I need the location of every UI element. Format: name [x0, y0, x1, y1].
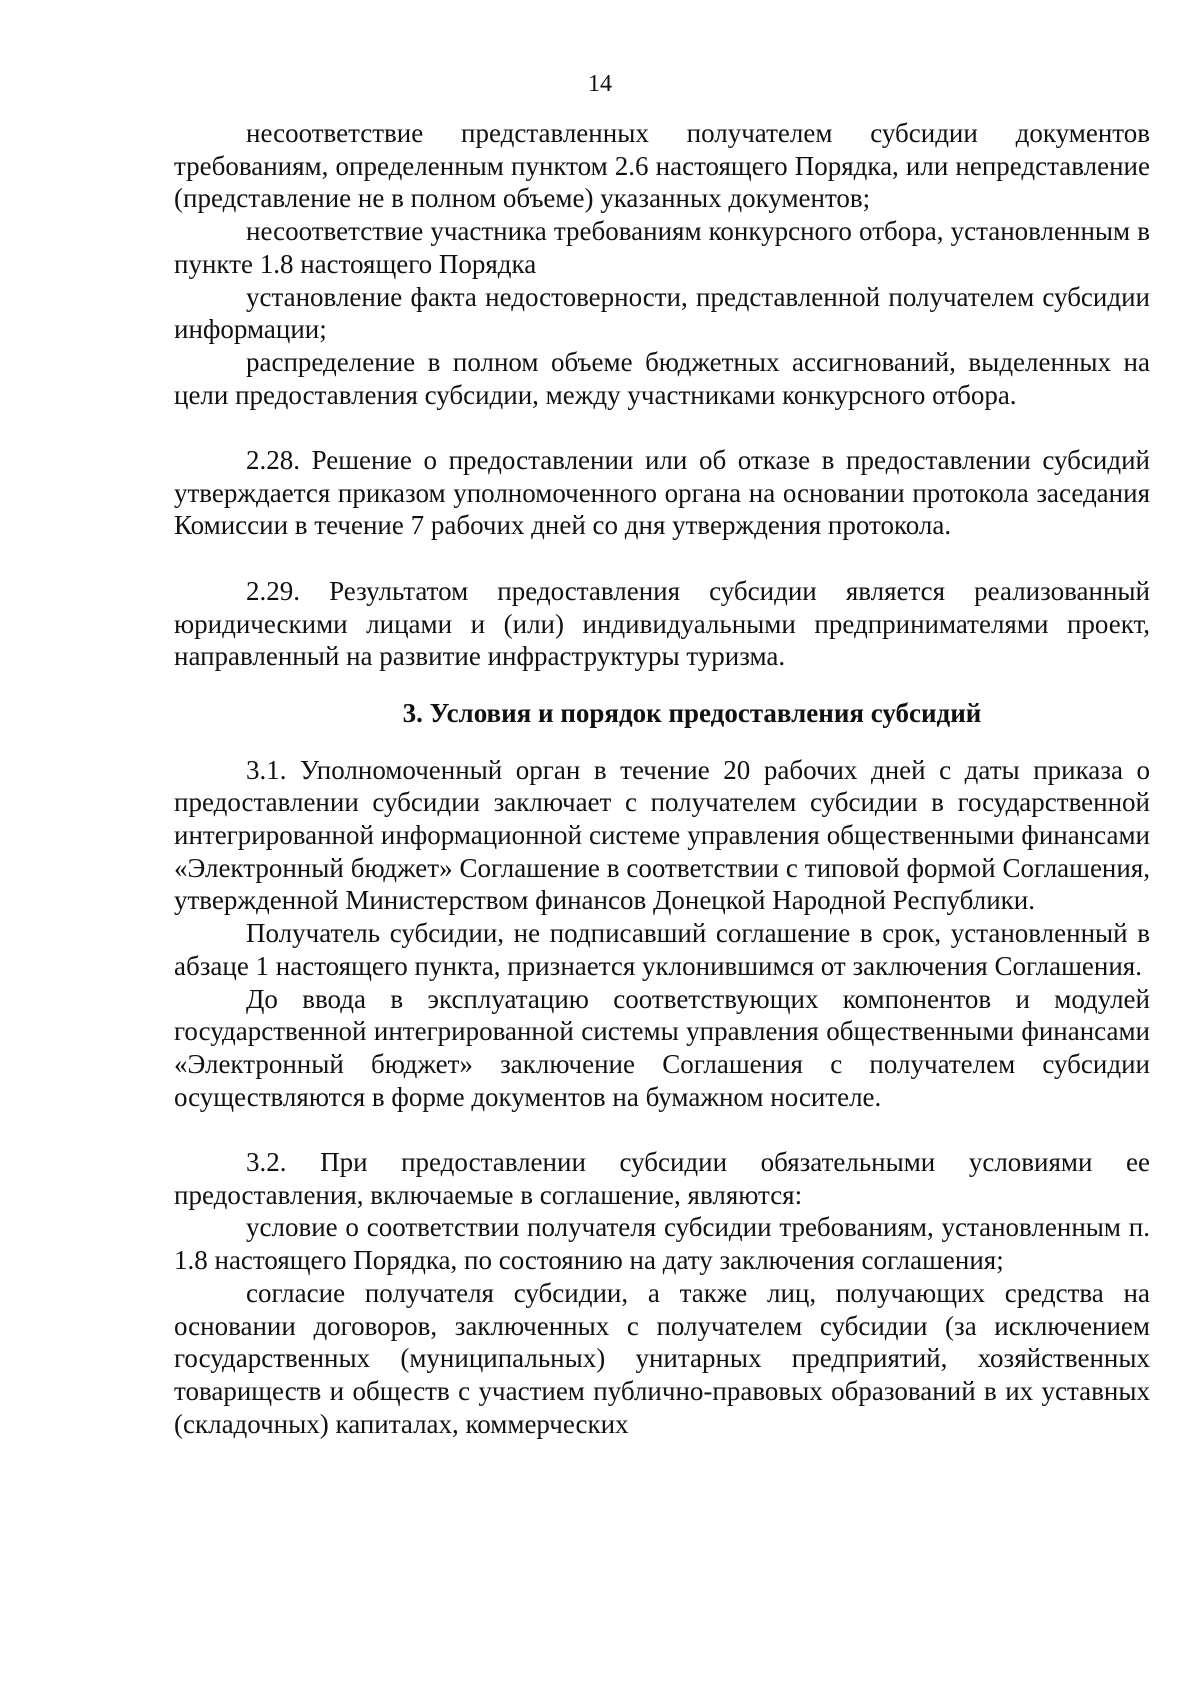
- document-body: [174, 117, 1150, 1440]
- clause-3-1-paragraph: До ввода в эксплуатацию соответствующих компонентов и модулей государственной интегрированной системы управления общественными финансами «Электронный бюджет» заключение Соглашения с получателем субсидии осуществляются в форме документов на бумажном носителе.: [174, 983, 1150, 1112]
- clause-3-2-paragraph: условие о соответствии получателя субсидии требованиям, установленным п. 1.8 настоящего Порядка, по состоянию на дату заключения соглашения;: [174, 1212, 1150, 1276]
- spacer: [174, 673, 1150, 697]
- clause-2-28: 2.28. Решение о предоставлении или об отказе в предоставлении субсидий утверждается приказом уполномоченного органа на основании протокола заседания Комиссии в течение 7 рабочих дней со дня утверждения протокола.: [174, 445, 1150, 541]
- paragraph-budget-distribution: распределение в полном объеме бюджетных ассигнований, выделенных на цели предоставления субсидии, между участниками конкурсного отбора.: [174, 346, 1150, 410]
- paragraph-nonconformity-documents: несоответствие представленных получателем субсидии документов требованиям, определенным пунктом 2.6 настоящего Порядка, или непредставление (представление не в полном объеме) указанных документов;: [174, 118, 1150, 214]
- spacer: [174, 542, 1150, 575]
- spacer: [174, 1113, 1150, 1146]
- clause-3-1-paragraph: 3.1. Уполномоченный орган в течение 20 рабочих дней с даты приказа о предоставлении субсидии заключает с получателем субсидии в государственной интегрированной информационной системе управления общественными финансами «Электронный бюджет» Соглашение в соответствии с типовой формой Соглашения, утвержденной Министерством финансов Донецкой Народной Республики.: [174, 754, 1150, 916]
- spacer: [174, 411, 1150, 444]
- paragraph-nonconformity-participant: несоответствие участника требованиям конкурсного отбора, установленным в пункте 1.8 настоящего Порядка: [174, 216, 1150, 279]
- page-number: 14: [588, 71, 612, 97]
- spacer: [174, 730, 1150, 754]
- paragraph-false-information: установление факта недостоверности, представленной получателем субсидии информации;: [174, 281, 1150, 345]
- clause-3-2-paragraph: 3.2. При предоставлении субсидии обязательными условиями ее предоставления, включаемые в соглашение, являются:: [174, 1147, 1150, 1210]
- clause-2-29: 2.29. Результатом предоставления субсидии является реализованный юридическими лицами и (или) индивидуальными предпринимателями проект, направленный на развитие инфраструктуры туризма.: [174, 575, 1150, 672]
- clause-3-2-paragraph: согласие получателя субсидии, а также лиц, получающих средства на основании договоров, заключенных с получателем субсидии (за исключением государственных (муниципальных) унитарных предприятий, хозяйственных товариществ и обществ с участием публично-правовых образований в их уставных (складочных) капиталах, коммерческих: [174, 1277, 1150, 1439]
- clause-3-1-paragraph: Получатель субсидии, не подписавший соглашение в срок, установленный в абзаце 1 настоящего пункта, признается уклонившимся от заключения Соглашения.: [174, 918, 1150, 981]
- section-3-heading: 3. Условия и порядок предоставления субсидий: [402, 697, 982, 728]
